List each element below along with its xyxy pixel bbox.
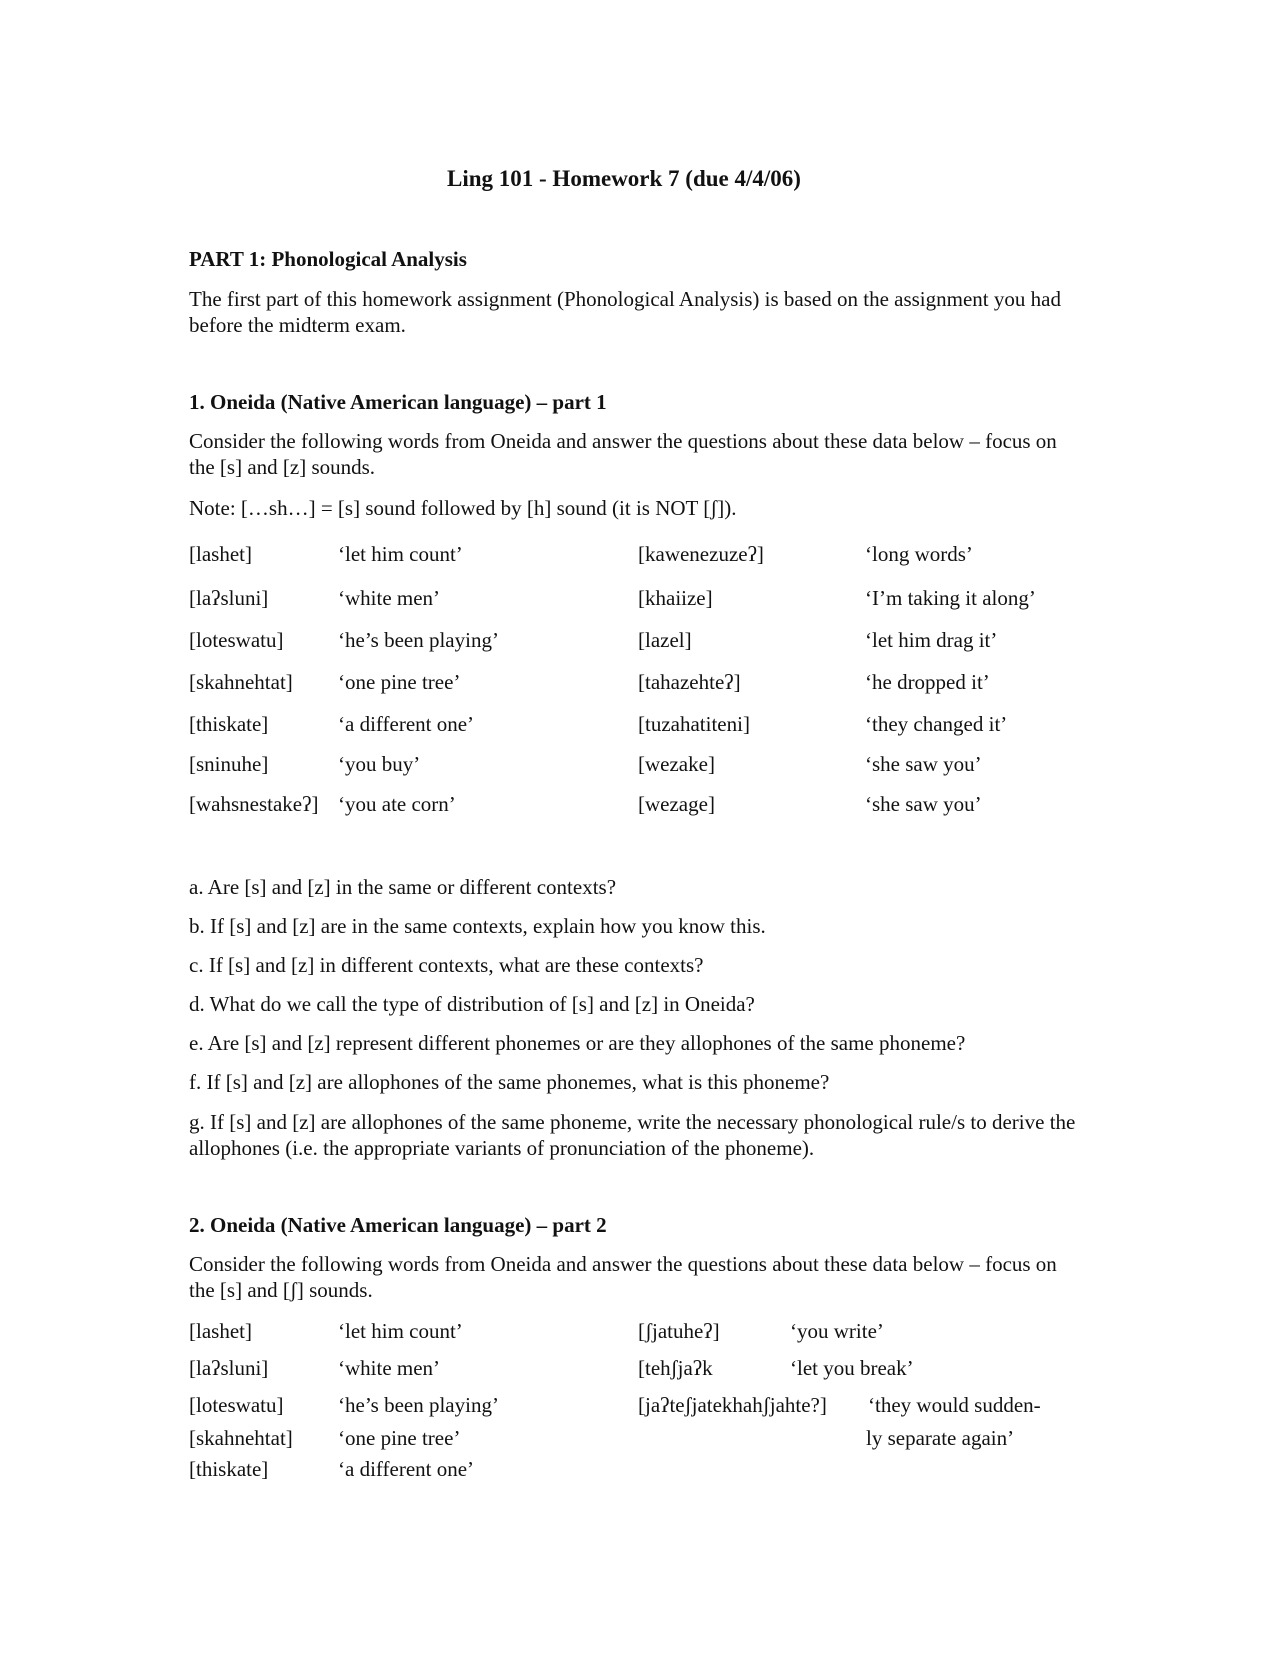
- q1-word: [wezake]: [638, 752, 715, 776]
- q1-question-g: g. If [s] and [z] are allophones of the same phoneme, write the necessary phonological rule/s to derive the allophones (i.e. the appropriate variants of pronunciation of the phoneme).: [189, 1110, 1076, 1161]
- q1-word: [khaiize]: [638, 586, 713, 610]
- q2-gloss: ‘one pine tree’: [338, 1426, 461, 1450]
- q1-word: [loteswatu]: [189, 628, 284, 652]
- q1-heading: 1. Oneida (Native American language) – part 1: [189, 390, 607, 414]
- q1-gloss: ‘long words’: [865, 542, 973, 566]
- q1-word: [lashet]: [189, 542, 252, 566]
- q2-gloss: ‘let him count’: [338, 1319, 463, 1343]
- page-title: Ling 101 - Homework 7 (due 4/4/06): [447, 166, 801, 191]
- q1-question-c: c. If [s] and [z] in different contexts, what are these contexts?: [189, 953, 704, 977]
- q1-gloss: ‘he’s been playing’: [338, 628, 499, 652]
- q2-word: [tehʃjaʔk: [638, 1356, 713, 1380]
- q1-word: [thiskate]: [189, 712, 269, 736]
- q2-gloss-continued: ly separate again’: [866, 1426, 1015, 1450]
- q1-word: [laʔsluni]: [189, 586, 269, 610]
- q1-word: [tuzahatiteni]: [638, 712, 750, 736]
- q2-intro: Consider the following words from Oneida and answer the questions about these data below – focus on the [s] and [ʃ] sounds.: [189, 1252, 1057, 1303]
- q1-gloss: ‘a different one’: [338, 712, 475, 736]
- q1-question-e: e. Are [s] and [z] represent different phonemes or are they allophones of the same phoneme?: [189, 1031, 966, 1055]
- q1-gloss: ‘she saw you’: [865, 792, 982, 816]
- q2-gloss: ‘they would sudden-: [868, 1393, 1041, 1417]
- q1-word: [wahsnestakeʔ]: [189, 792, 319, 816]
- q2-word: [ʃjatuheʔ]: [638, 1319, 720, 1343]
- q1-intro: Consider the following words from Oneida and answer the questions about these data below – focus on the [s] and [z] sounds.: [189, 429, 1057, 480]
- q2-gloss: ‘let you break’: [790, 1356, 914, 1380]
- q2-gloss: ‘a different one’: [338, 1457, 475, 1481]
- q1-word: [wezage]: [638, 792, 715, 816]
- q1-note: Note: […sh…] = [s] sound followed by [h] sound (it is NOT [ʃ]).: [189, 496, 737, 520]
- q1-word: [skahnehtat]: [189, 670, 293, 694]
- q2-word: [loteswatu]: [189, 1393, 284, 1417]
- q1-gloss: ‘you ate corn’: [338, 792, 456, 816]
- part1-heading: PART 1: Phonological Analysis: [189, 247, 467, 271]
- q2-word: [lashet]: [189, 1319, 252, 1343]
- q2-gloss: ‘white men’: [338, 1356, 441, 1380]
- q1-gloss: ‘one pine tree’: [338, 670, 461, 694]
- q2-heading: 2. Oneida (Native American language) – part 2: [189, 1213, 607, 1237]
- q1-question-d: d. What do we call the type of distribution of [s] and [z] in Oneida?: [189, 992, 755, 1016]
- q1-word: [sninuhe]: [189, 752, 269, 776]
- q1-gloss: ‘I’m taking it along’: [865, 586, 1036, 610]
- q1-question-a: a. Are [s] and [z] in the same or different contexts?: [189, 875, 617, 899]
- q1-question-f: f. If [s] and [z] are allophones of the same phonemes, what is this phoneme?: [189, 1070, 830, 1094]
- q2-word: [jaʔteʃjatekhahʃjahte?]: [638, 1393, 827, 1417]
- q1-gloss: ‘they changed it’: [865, 712, 1008, 736]
- q1-word: [kawenezuzeʔ]: [638, 542, 764, 566]
- q1-gloss: ‘he dropped it’: [865, 670, 990, 694]
- q1-gloss: ‘you buy’: [338, 752, 421, 776]
- q2-word: [laʔsluni]: [189, 1356, 269, 1380]
- q2-word: [thiskate]: [189, 1457, 269, 1481]
- q2-gloss: ‘you write’: [790, 1319, 884, 1343]
- q1-word: [tahazehteʔ]: [638, 670, 741, 694]
- q1-gloss: ‘let him count’: [338, 542, 463, 566]
- q2-word: [skahnehtat]: [189, 1426, 293, 1450]
- q2-gloss: ‘he’s been playing’: [338, 1393, 499, 1417]
- part1-intro: The first part of this homework assignment (Phonological Analysis) is based on the assignment you had before the midterm exam.: [189, 287, 1061, 338]
- q1-word: [lazel]: [638, 628, 692, 652]
- q1-gloss: ‘let him drag it’: [865, 628, 998, 652]
- q1-gloss: ‘she saw you’: [865, 752, 982, 776]
- q1-question-b: b. If [s] and [z] are in the same contexts, explain how you know this.: [189, 914, 766, 938]
- q1-gloss: ‘white men’: [338, 586, 441, 610]
